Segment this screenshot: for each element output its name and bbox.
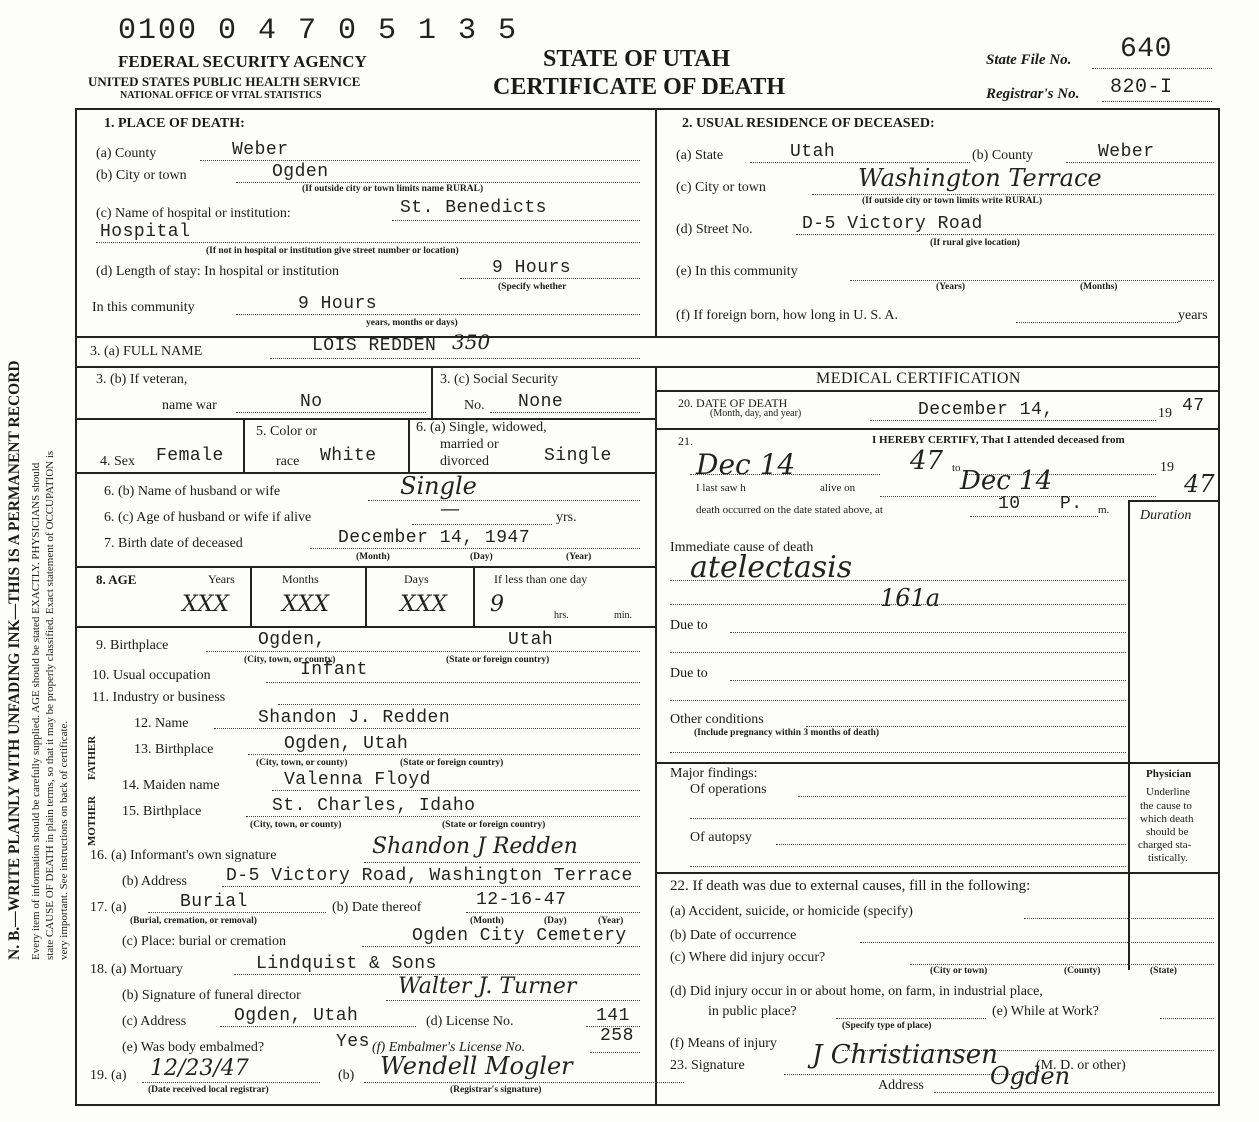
- place-hospital-value: St. Benedicts: [400, 198, 547, 218]
- side-warning: N. B.—WRITE PLAINLY WITH UNFADING INK—THIS IS A PERMANENT RECORD: [6, 360, 23, 960]
- residence-months-label: (Months): [1080, 282, 1118, 292]
- full-name-handwritten: 350: [452, 330, 491, 354]
- race-label: race: [276, 454, 300, 469]
- physician-md-label: (M. D. or other): [1036, 1058, 1126, 1073]
- birth-date-value: December 14, 1947: [338, 528, 531, 548]
- external-c: (c) Where did injury occur?: [670, 950, 826, 965]
- registrar-number: 820-I: [1110, 76, 1173, 99]
- physician-note-3: the cause to: [1140, 800, 1192, 812]
- age-days-value: XXX: [400, 592, 447, 617]
- social-security-value: None: [518, 392, 564, 412]
- full-name-value: LOIS REDDEN: [312, 336, 437, 356]
- external-title: 22. If death was due to external causes, fill in the following:: [670, 878, 1031, 894]
- residence-title: 2. USUAL RESIDENCE OF DECEASED:: [682, 116, 935, 131]
- social-security-label: 3. (c) Social Security: [440, 372, 559, 387]
- due-to-2-label: Due to: [670, 666, 708, 681]
- immediate-cause-value: atelectasis: [690, 550, 853, 585]
- item-21-number: 21.: [678, 434, 693, 448]
- residence-street-note: (If rural give location): [930, 238, 1020, 248]
- father-note-1: (City, town, or county): [256, 758, 348, 768]
- physician-note-7: tistically.: [1148, 852, 1188, 864]
- place-stay-label: (d) Length of stay: In hospital or institution: [96, 264, 340, 279]
- burial-note: (Burial, cremation, or removal): [130, 916, 257, 926]
- birth-day-note: (Day): [470, 552, 493, 562]
- date-of-death-note: (Month, day, and year): [710, 408, 802, 419]
- mortuary-label: 18. (a) Mortuary: [90, 962, 183, 977]
- embalmer-license-label: (f) Embalmer's License No.: [372, 1040, 526, 1055]
- residence-county-label: (b) County: [972, 148, 1034, 163]
- registrar-sig-label: (b): [338, 1068, 355, 1083]
- attended-to-label: to: [952, 462, 961, 474]
- physician-note-5: should be: [1146, 826, 1189, 838]
- date-of-death-year: 47: [1182, 396, 1205, 416]
- embalmer-license-value: 258: [600, 1026, 634, 1046]
- mortuary-license-value: 141: [596, 1006, 630, 1026]
- marital-label-2: married or: [440, 437, 499, 452]
- registrar-label-19: 19. (a): [90, 1068, 127, 1083]
- residence-foreign-years: years: [1178, 308, 1208, 323]
- age-less-label: If less than one day: [494, 572, 588, 586]
- burial-year-note: (Year): [598, 916, 624, 926]
- mother-side-label: MOTHER: [86, 795, 98, 846]
- external-d: (d) Did injury occur in or about home, on farm, in industrial place,: [670, 984, 1043, 999]
- attended-to-year-prefix: 19: [1160, 460, 1174, 475]
- marital-label-1: 6. (a) Single, widowed,: [416, 420, 547, 435]
- informant-signature-value: Shandon J Redden: [372, 834, 578, 859]
- burial-label: 17. (a): [90, 900, 127, 915]
- place-hospital-label: (c) Name of hospital or institution:: [96, 206, 291, 221]
- informant-address-label: (b) Address: [122, 874, 187, 889]
- residence-street-label: (d) Street No.: [676, 222, 753, 237]
- age-years-value: XXX: [182, 592, 229, 617]
- veteran-label: 3. (b) If veteran,: [96, 372, 188, 387]
- place-county-value: Weber: [232, 140, 289, 160]
- last-saw-label: I last saw h: [696, 482, 746, 494]
- cause-code: 161a: [880, 584, 941, 612]
- spouse-age-yrs: yrs.: [556, 510, 577, 525]
- death-occurred-label: death occurred on the date stated above, at: [696, 504, 883, 516]
- mother-maiden-value: Valenna Floyd: [284, 770, 431, 790]
- external-d-note: (Specify type of place): [842, 1021, 932, 1031]
- social-security-no-label: No.: [464, 398, 485, 413]
- state-title: STATE OF UTAH: [543, 46, 731, 72]
- serial-number: 0100 0 4 7 0 5 1 3 5: [118, 14, 519, 48]
- father-name-value: Shandon J. Redden: [258, 708, 451, 728]
- birthplace-note-1: (City, town, or county): [244, 655, 336, 665]
- external-e: (e) While at Work?: [992, 1004, 1099, 1019]
- registrar-date-note: (Date received local registrar): [148, 1085, 269, 1095]
- place-city-note: (If outside city or town limits name RURAL): [302, 184, 484, 194]
- residence-state-value: Utah: [790, 142, 836, 162]
- industry-label: 11. Industry or business: [92, 690, 226, 705]
- age-months-label: Months: [282, 572, 319, 586]
- physician-note-4: which death: [1140, 813, 1194, 825]
- mother-note-2: (State or foreign country): [442, 820, 546, 830]
- age-months-value: XXX: [282, 592, 329, 617]
- father-note-2: (State or foreign country): [400, 758, 504, 768]
- birthplace-note-2: (State or foreign country): [446, 655, 550, 665]
- state-file-label: State File No.: [986, 52, 1072, 68]
- birthplace-label: 9. Birthplace: [96, 638, 169, 653]
- agency-line-3: NATIONAL OFFICE OF VITAL STATISTICS: [120, 90, 322, 101]
- color-label: 5. Color or: [256, 424, 318, 439]
- burial-place-value: Ogden City Cemetery: [412, 926, 627, 946]
- age-days-label: Days: [404, 572, 429, 586]
- external-c-note-1: (City or town): [930, 966, 988, 976]
- attended-from-year: 47: [910, 446, 944, 476]
- death-time-pm: P.: [1060, 494, 1083, 514]
- funeral-director-signature: Walter J. Turner: [398, 974, 577, 999]
- burial-place-label: (c) Place: burial or cremation: [122, 934, 287, 949]
- spouse-name-label: 6. (b) Name of husband or wife: [104, 484, 281, 499]
- age-hours-label: hrs.: [554, 610, 569, 621]
- burial-date-label: (b) Date thereof: [332, 900, 422, 915]
- mortuary-address-label: (c) Address: [122, 1014, 187, 1029]
- major-findings-label: Major findings:: [670, 766, 758, 781]
- date-of-death-value: December 14,: [918, 400, 1054, 420]
- residence-community-label: (e) In this community: [676, 264, 798, 279]
- place-community-value: 9 Hours: [298, 294, 378, 314]
- residence-city-note: (If outside city or town limits write RURAL): [862, 196, 1043, 206]
- registrar-sig-note: (Registrar's signature): [450, 1085, 542, 1095]
- external-d-2: in public place?: [708, 1004, 797, 1019]
- father-name-label: 12. Name: [134, 716, 189, 731]
- birth-date-label: 7. Birth date of deceased: [104, 536, 243, 551]
- father-side-label: FATHER: [86, 735, 98, 780]
- sex-label: 4. Sex: [100, 454, 135, 469]
- informant-signature-label: 16. (a) Informant's own signature: [90, 848, 277, 863]
- place-community-label: In this community: [92, 300, 195, 315]
- birth-year-note: (Year): [566, 552, 592, 562]
- veteran-value: No: [300, 392, 323, 412]
- sex-value: Female: [156, 446, 224, 466]
- place-stay-value: 9 Hours: [492, 258, 572, 278]
- burial-value: Burial: [180, 892, 248, 912]
- certificate-title: CERTIFICATE OF DEATH: [493, 74, 786, 100]
- side-instructions-1: Every item of information should be carefully supplied. AGE should be stated EXACTLY. PHYSICIANS should: [30, 462, 42, 960]
- race-value: White: [320, 446, 377, 466]
- place-hospital-value-2: Hospital: [100, 222, 191, 242]
- registrar-signature: Wendell Mogler: [380, 1052, 573, 1080]
- age-label: 8. AGE: [96, 572, 137, 587]
- residence-street-value: D-5 Victory Road: [802, 214, 983, 234]
- place-stay-note: (Specify whether: [498, 282, 567, 292]
- spouse-age-value: —: [440, 496, 460, 520]
- external-c-note-2: (County): [1064, 966, 1101, 976]
- age-hours-value: 9: [490, 592, 504, 617]
- physician-note-2: Underline: [1146, 786, 1190, 798]
- mother-birthplace-label: 15. Birthplace: [122, 804, 202, 819]
- age-min-label: min.: [614, 610, 633, 621]
- residence-years-label: (Years): [936, 282, 966, 292]
- spouse-age-label: 6. (c) Age of husband or wife if alive: [104, 510, 312, 525]
- side-instructions-2: state CAUSE OF DEATH in plain terms, so that it may be properly classified. Exact statement of OCCUPATION is: [44, 450, 56, 960]
- embalmed-label: (e) Was body embalmed?: [122, 1040, 265, 1055]
- date-of-death-label: 20. DATE OF DEATH: [678, 396, 788, 410]
- of-autopsy-label: Of autopsy: [690, 830, 752, 845]
- birth-month-note: (Month): [356, 552, 390, 562]
- other-conditions-label: Other conditions: [670, 712, 764, 727]
- agency-line-2: UNITED STATES PUBLIC HEALTH SERVICE: [88, 74, 361, 89]
- burial-month-note: (Month): [470, 916, 504, 926]
- physician-note-6: charged sta-: [1138, 839, 1192, 851]
- informant-address-value: D-5 Victory Road, Washington Terrace: [226, 866, 633, 886]
- external-a: (a) Accident, suicide, or homicide (specify): [670, 904, 913, 919]
- death-time-m: m.: [1098, 504, 1110, 516]
- physician-note-1: Physician: [1146, 768, 1192, 780]
- external-b: (b) Date of occurrence: [670, 928, 797, 943]
- place-city-value: Ogden: [272, 162, 329, 182]
- medical-title: MEDICAL CERTIFICATION: [816, 370, 1021, 387]
- agency-line-1: FEDERAL SECURITY AGENCY: [118, 52, 367, 71]
- due-to-1-label: Due to: [670, 618, 708, 633]
- funeral-director-label: (b) Signature of funeral director: [122, 988, 301, 1003]
- external-f: (f) Means of injury: [670, 1036, 777, 1051]
- date-of-death-year-prefix: 19: [1158, 406, 1172, 421]
- mother-maiden-label: 14. Maiden name: [122, 778, 220, 793]
- full-name-label: 3. (a) FULL NAME: [90, 344, 203, 359]
- registrar-label: Registrar's No.: [986, 86, 1080, 102]
- certify-label: I HEREBY CERTIFY, That I attended deceased from: [872, 434, 1125, 446]
- residence-city-label: (c) City or town: [676, 180, 766, 195]
- residence-county-value: Weber: [1098, 142, 1155, 162]
- spouse-name-value: Single: [400, 472, 477, 500]
- place-city-label: (b) City or town: [96, 168, 187, 183]
- father-birthplace-value: Ogden, Utah: [284, 734, 409, 754]
- mother-note-1: (City, town, or county): [250, 820, 342, 830]
- duration-label: Duration: [1140, 508, 1192, 523]
- of-operations-label: Of operations: [690, 782, 767, 797]
- marital-label-3: divorced: [440, 454, 489, 469]
- residence-foreign-label: (f) If foreign born, how long in U. S. A.: [676, 308, 899, 323]
- place-of-death-title: 1. PLACE OF DEATH:: [104, 116, 245, 131]
- birthplace-city: Ogden,: [258, 630, 326, 650]
- residence-city-value: Washington Terrace: [858, 164, 1102, 192]
- place-hospital-note: (If not in hospital or institution give street number or location): [206, 246, 459, 256]
- attended-from: Dec 14: [696, 448, 796, 481]
- age-years-label: Years: [208, 572, 235, 586]
- occupation-value: Infant: [300, 660, 368, 680]
- physician-signature-label: 23. Signature: [670, 1058, 745, 1073]
- burial-day-note: (Day): [544, 916, 567, 926]
- mortuary-value: Lindquist & Sons: [256, 954, 437, 974]
- embalmed-value: Yes: [336, 1032, 370, 1052]
- external-c-note-3: (State): [1150, 966, 1177, 976]
- mortuary-license-label: (d) License No.: [426, 1014, 514, 1029]
- last-saw-date: Dec 14: [960, 466, 1053, 496]
- marital-value: Single: [544, 446, 612, 466]
- registrar-date-value: 12/23/47: [150, 1056, 249, 1081]
- side-instructions-3: very important. See instructions on back of certificate.: [58, 720, 70, 960]
- physician-address: Ogden: [990, 1062, 1071, 1090]
- physician-address-label: Address: [878, 1078, 924, 1093]
- last-saw-year: 47: [1184, 470, 1215, 498]
- father-birthplace-label: 13. Birthplace: [134, 742, 214, 757]
- last-saw-label-2: alive on: [820, 482, 856, 494]
- mortuary-address-value: Ogden, Utah: [234, 1006, 359, 1026]
- other-conditions-note: (Include pregnancy within 3 months of death): [694, 728, 880, 738]
- birthplace-state: Utah: [508, 630, 554, 650]
- place-community-note: years, months or days): [366, 318, 458, 328]
- occupation-label: 10. Usual occupation: [92, 668, 211, 683]
- mother-birthplace-value: St. Charles, Idaho: [272, 796, 476, 816]
- burial-date-value: 12-16-47: [476, 890, 567, 910]
- place-county-label: (a) County: [96, 146, 157, 161]
- physician-signature: J Christiansen: [812, 1040, 998, 1070]
- death-time-value: 10: [998, 494, 1021, 514]
- state-file-number: 640: [1120, 34, 1172, 65]
- veteran-war-label: name war: [162, 398, 217, 413]
- residence-state-label: (a) State: [676, 148, 724, 163]
- immediate-cause-label: Immediate cause of death: [670, 540, 814, 555]
